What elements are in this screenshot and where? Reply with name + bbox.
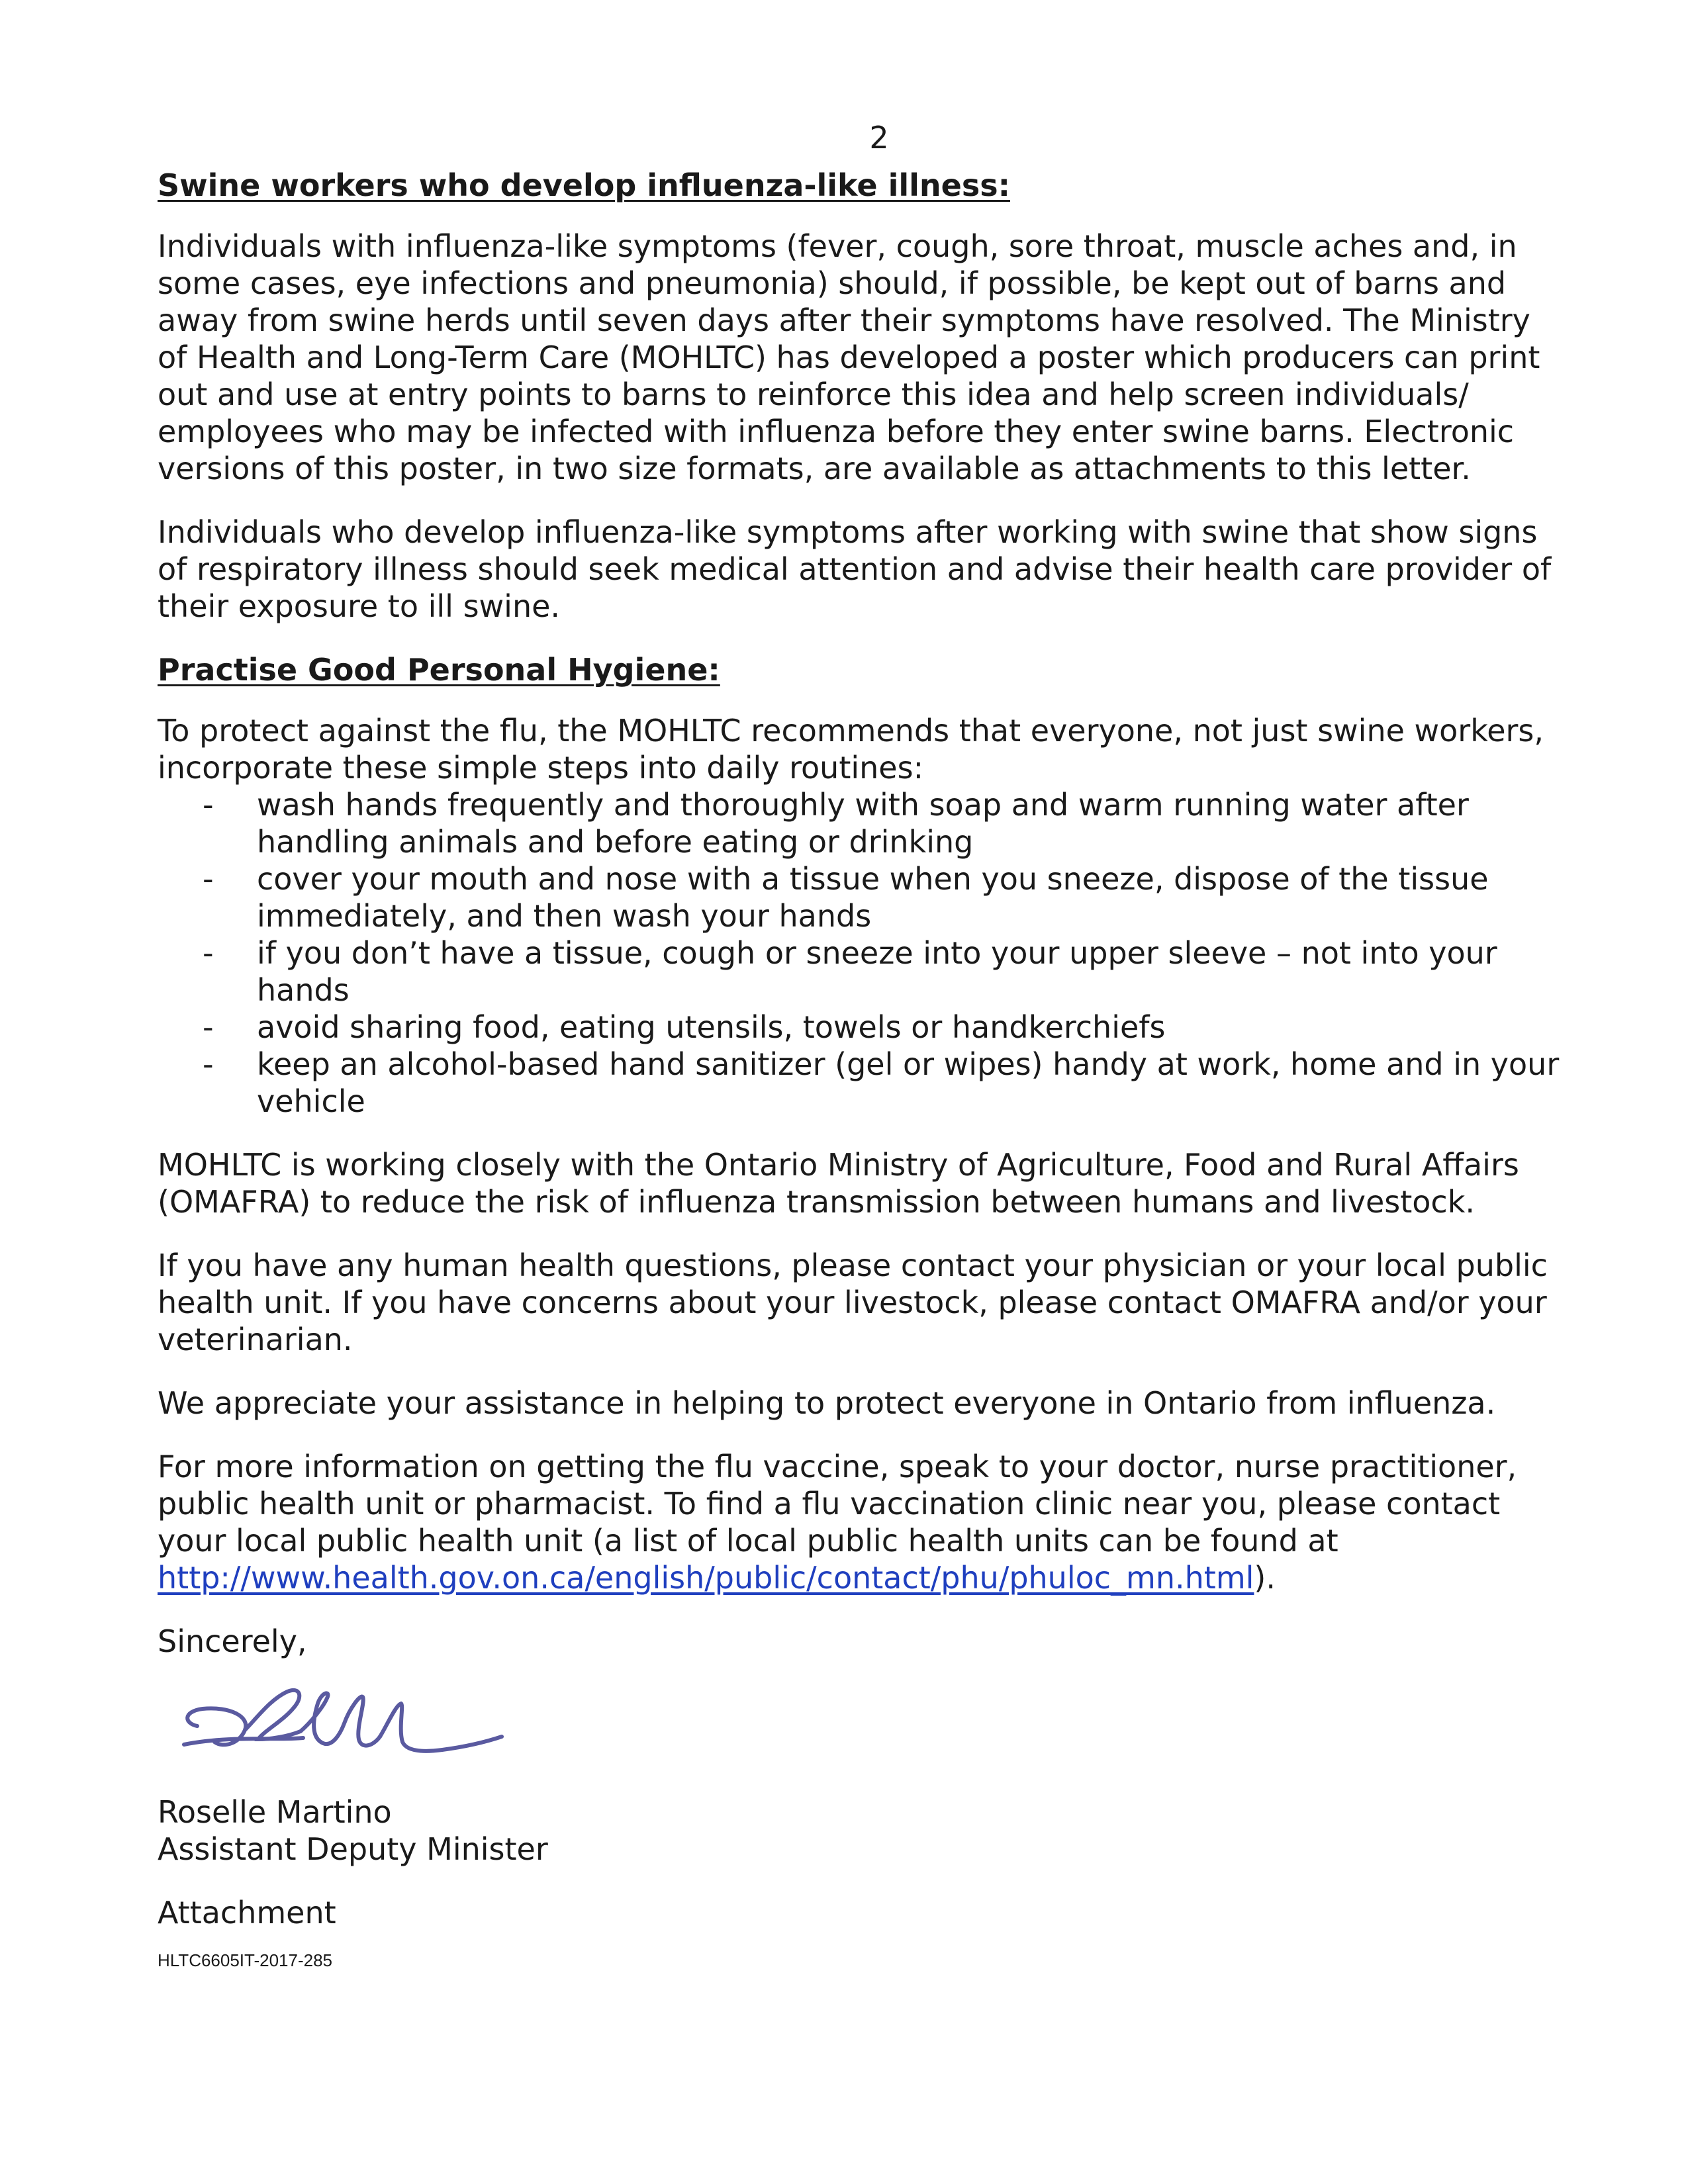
- public-health-units-link[interactable]: http://www.health.gov.on.ca/english/public/contact/phu/phuloc_mn.html: [158, 1560, 1254, 1596]
- paragraph: Individuals who develop influenza-like symptoms after working with swine that show signs of respiratory illness should seek medical attention and advise their health care provider of their exposure to ill swine.: [158, 514, 1552, 624]
- signature-stroke: [380, 1704, 502, 1751]
- list-item: - if you don’t have a tissue, cough or sneeze into your upper sleeve – not into your hands: [158, 934, 1561, 1009]
- section-heading-swine-workers: Swine workers who develop influenza-like illness:: [158, 167, 1010, 203]
- paragraph: Individuals with influenza-like symptoms (fever, cough, sore throat, muscle aches and, in some cases, eye infections and pneumonia) should, if possible, be kept out of barns and away from swine herds until seven days after their symptoms have resolved. The Ministry of Health and Long-Term Care (MOHLTC) has developed a poster which producers can print out and use at entry points to barns to reinforce this idea and help screen individuals/ employees who may be infected with influenza before they enter swine barns. Electronic versions of this poster, in two size formats, are available as attachments to this letter.: [158, 228, 1540, 486]
- signature-stroke: [187, 1690, 301, 1745]
- paragraph: MOHLTC is working closely with the Ontario Ministry of Agriculture, Food and Rural Affairs (OMAFRA) to reduce the risk of influenza transmission between humans and livestock.: [158, 1147, 1519, 1220]
- page-number: 2: [869, 120, 889, 156]
- vaccine-paragraph: [158, 1448, 1561, 1596]
- hygiene-steps-list: [158, 786, 1561, 1120]
- list-item: - keep an alcohol-based hand sanitizer (gel or wipes) handy at work, home and in your vehicle: [158, 1046, 1561, 1120]
- list-item: - cover your mouth and nose with a tissue when you sneeze, dispose of the tissue immediately, and then wash your hands: [158, 860, 1561, 934]
- author-name: Roselle Martino: [158, 1794, 392, 1830]
- list-item: - wash hands frequently and thoroughly with soap and warm running water after handling animals and before eating or drinking: [158, 786, 1561, 860]
- section-heading-hygiene: Practise Good Personal Hygiene:: [158, 652, 720, 688]
- link-suffix: ).: [1254, 1560, 1276, 1596]
- salutation: Sincerely,: [158, 1623, 307, 1659]
- reference-code: HLTC6605IT-2017-285: [158, 1950, 333, 1970]
- author-title: Assistant Deputy Minister: [158, 1831, 548, 1867]
- hygiene-intro: To protect against the flu, the MOHLTC recommends that everyone, not just swine workers, incorporate these simple steps into daily routines:: [158, 713, 1544, 786]
- list-item: - avoid sharing food, eating utensils, towels or handkerchiefs: [158, 1009, 1561, 1046]
- paragraph: If you have any human health questions, please contact your physician or your local public health unit. If you have concerns about your livestock, please contact OMAFRA and/or your veterinarian.: [158, 1248, 1548, 1357]
- attachment-label: Attachment: [158, 1895, 336, 1931]
- signature-image: [171, 1665, 515, 1778]
- vaccine-text: For more information on getting the flu vaccine, speak to your doctor, nurse practitioner, public health unit or pharmacist. To find a flu vaccination clinic near you, please contact your local public health unit (a list of local public health units can be found at: [158, 1449, 1517, 1559]
- paragraph: We appreciate your assistance in helping to protect everyone in Ontario from influenza.: [158, 1385, 1496, 1421]
- letter-page: [158, 119, 1561, 1971]
